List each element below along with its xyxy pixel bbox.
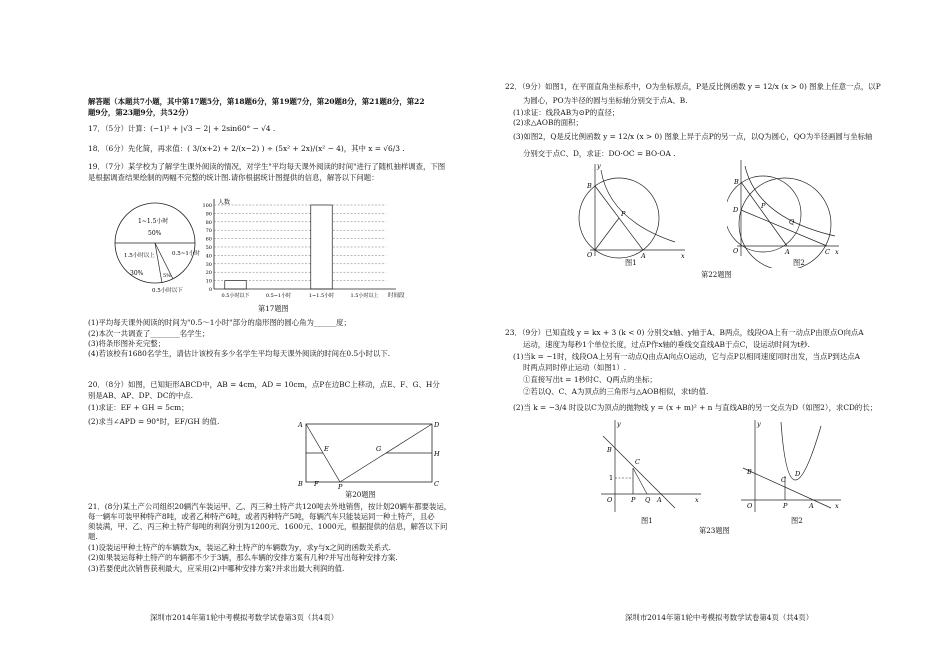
question-23-line2: 运动，速度为每秒1个单位长度，过点P作x轴的垂线交直线AB于点C，设运动时间为t秒. — [523, 340, 810, 349]
question-22-sub1: (1)求证：线段AB为⊙P的直径； — [513, 108, 620, 117]
question-19-sub2: (2)本次一共调查了________名学生； — [88, 329, 210, 338]
question-19-sub4: (4)若该校有1680名学生，请估计该校有多少名学生平均每天课外阅读的时间在0.5小时以下. — [88, 349, 391, 358]
label-b: B — [587, 182, 592, 190]
label-f: F — [314, 480, 319, 488]
pie-label-c: 1.5小时以上 — [124, 253, 155, 259]
figure-23-caption: 第23题图 — [699, 526, 730, 535]
label-c: C — [781, 476, 786, 484]
bar-y-ticks — [202, 203, 212, 293]
question-22-sub2: (2)求△AOB的面积； — [513, 118, 583, 127]
section-header: 解答题（本题共7小题，其中第17题5分，第18题6分，第19题7分，第20题8分，第21题8分，第22 — [88, 97, 425, 106]
question-23-sub1c: ①直接写出t = 1秒时C、Q两点的坐标； — [523, 375, 657, 384]
figure-23-2-caption: 图2 — [791, 516, 803, 525]
label-d: D — [434, 421, 440, 429]
bar-y-label: 人数 — [218, 199, 231, 206]
label-c: C — [635, 458, 640, 466]
label-q: Q — [789, 218, 795, 226]
bar-0 — [225, 281, 247, 289]
question-19-sub3: (3)将条形图补充完整； — [88, 339, 165, 348]
label-p: P — [338, 483, 343, 490]
figure-22-1 — [575, 160, 695, 268]
bar-2 — [311, 205, 333, 289]
question-22-line1: 22．（9分）如图1，在平面直角坐标系中，O为坐标原点，P是反比例函数 y = 12/x (x > 0) 图象上任意一点，以P — [505, 82, 881, 91]
right-footer: 深圳市2014年第1轮中考模拟考数学试卷第4页（共4页） — [625, 613, 814, 622]
label-p: P — [783, 502, 788, 510]
segment-dc — [741, 210, 827, 246]
y-tick-label: 90 — [205, 211, 212, 218]
question-21-sub2: (2)如果装运每种土特产的车辆都不少于3辆，那么车辆的安排方案有几种?并写出每种安排方案. — [88, 553, 398, 562]
label-x: x — [695, 496, 699, 504]
question-23-sub1b: 时两点同时停止运动（如图1）. — [523, 363, 627, 372]
question-21-line3: 须装满，甲、乙、丙三种土特产每吨的利润分别为1200元、1600元、1000元，根据提供的信息，解答以下问 — [88, 522, 448, 531]
figure-22-2-caption: 图2 — [793, 258, 805, 267]
question-20-sub2: (2)求当∠APD = 90°时，EF/GH 的值. — [88, 417, 220, 426]
question-22-line2: 为圆心，PO为半径的圆与坐标轴分别交于点A、B. — [523, 96, 688, 105]
label-c: C — [825, 248, 830, 256]
left-footer: 深圳市2014年第1轮中考模拟考数学试卷第3页（共4页） — [150, 613, 339, 622]
figure-23-2 — [737, 416, 847, 516]
bar-chart — [196, 195, 416, 305]
question-21-sub3: (3)若要使此次销售获利最大，应采用(2)中哪种安排方案?并求出最大利润的值. — [88, 564, 345, 573]
x-tick-label: 1.5小时以上 — [350, 293, 379, 299]
figure-20 — [296, 418, 441, 490]
label-q: Q — [645, 496, 651, 504]
figure-20-caption: 第20题图 — [345, 490, 376, 499]
x-tick-label: 0.5小时以下 — [221, 293, 250, 299]
y-tick-label: 10 — [205, 278, 212, 285]
label-x: x — [835, 502, 839, 510]
pie-divider-b — [155, 243, 162, 283]
y-tick-label: 30 — [205, 261, 212, 268]
right-page — [475, 0, 950, 672]
question-21-line2: 每一辆车可装甲种特产8吨，或者乙种特产6吨，或者丙种特产5吨，每辆汽车只能装运同一种土特产，且必 — [88, 512, 435, 521]
label-p: P — [621, 210, 626, 218]
label-a: A — [298, 421, 303, 429]
label-a: A — [641, 252, 646, 260]
y-tick-label: 50 — [205, 245, 212, 251]
bar-x-ticks — [222, 292, 379, 299]
question-23-sub2: (2)当 k = −3/4 时设以C为顶点的抛物线 y = (x + m)² + n 与直线AB的另一交点为D（如图2），求CD的长； — [513, 403, 878, 412]
question-21-line1: 21．(8分)某土产公司组织20辆汽车装运甲、乙、丙三种土特产共120吨去外地销售，按计划20辆车都要装运， — [88, 502, 452, 511]
label-e: E — [324, 445, 329, 453]
question-23-sub1: (1)当k = −1时，线段OA上另有一动点Q由点A向点O运动，它与点P以相同速度同时出发，当点P到达点A — [513, 352, 860, 361]
figure-22-caption: 第22题图 — [701, 270, 732, 279]
label-o: O — [587, 251, 593, 259]
question-19-sub1: (1)平均每天课外阅读的时间为"0.5～1小时"部分的扇形图的圆心角为______度； — [88, 318, 351, 327]
pie-chart — [100, 195, 210, 295]
hyperbola — [601, 170, 675, 242]
question-20-line1: 20．（8分）如图，已知矩形ABCD中，AB = 4cm，AD = 10cm，点P在边BC上移动，点E、F、G、H分 — [88, 380, 440, 389]
label-d: D — [795, 470, 801, 478]
bar-grid — [214, 205, 386, 281]
figure-23-1-caption: 图1 — [641, 516, 653, 525]
y-tick-label: 20 — [205, 270, 212, 277]
label-y: y — [597, 162, 601, 170]
y-tick-label: 0 — [208, 287, 212, 293]
pie-label-a: 1~1.5小时 — [138, 218, 169, 225]
label-o: O — [607, 496, 613, 504]
question-20-line2: 别是AB、AP、DP、DC的中点. — [88, 391, 194, 400]
label-c: C — [434, 480, 439, 488]
pie-label-b: 0.5~1小时 — [172, 251, 200, 257]
label-b: B — [607, 446, 612, 454]
y-tick-label: 100 — [202, 203, 212, 209]
figure-23-1 — [595, 416, 705, 516]
label-a: A — [657, 496, 662, 504]
label-x: x — [681, 252, 685, 260]
figure-22-2 — [727, 156, 847, 268]
figure-22-1-caption: 图1 — [625, 258, 637, 267]
y-tick-label: 70 — [205, 228, 212, 235]
pie-pct-d: 5% — [163, 273, 171, 279]
x-tick-label: 0.5~1小时 — [265, 293, 292, 299]
y-tick-label: 40 — [205, 253, 212, 260]
y-tick-label: 80 — [205, 219, 212, 226]
question-21-line4: 题. — [88, 532, 98, 541]
question-23-line1: 23．（9分）已知直线 y = kx + 3 (k < 0) 分别交x轴、y轴于A、B两点，线段OA上有一动点P由原点O向点A — [505, 328, 864, 337]
question-19-line1: 19．（7分）某学校为了解学生课外阅读的情况，对学生"平均每天课外阅读的时间"进行了随机抽样调查，下图 — [88, 162, 446, 171]
segment-cq — [633, 468, 647, 494]
figure-17-caption: 第17题图 — [258, 304, 289, 313]
question-18: 18．（6分）先化简，再求值：( 3/(x+2) + 2/(x−2) ) ÷ (5x² + 2x)/(x² − 4)，其中 x = √6/3 . — [88, 144, 405, 153]
label-y: y — [617, 420, 621, 428]
label-b: B — [734, 178, 739, 186]
segment-op — [595, 218, 619, 250]
pie-label-d: 0.5小时以下 — [152, 288, 183, 294]
label-b: B — [298, 480, 303, 488]
label-h: H — [434, 450, 440, 458]
y-tick-label: 60 — [205, 236, 212, 243]
label-d: D — [733, 206, 739, 214]
label-one: 1 — [609, 474, 614, 482]
question-19-line2: 是根据调查结果绘制的两幅不完整的统计图.请你根据统计图提供的信息，解答以下问题： — [88, 173, 379, 182]
label-g: G — [376, 445, 382, 453]
label-b: B — [747, 468, 752, 476]
label-p: P — [631, 496, 636, 504]
label-x: x — [835, 248, 839, 256]
label-y: y — [757, 420, 761, 428]
question-21-sub1: (1)设装运甲种土特产的车辆数为x，装运乙种土特产的车辆数为y，求y与x之间的函数关系式. — [88, 543, 391, 552]
label-p: P — [761, 202, 766, 210]
question-22-sub3: (3)如图2，Q是反比例函数 y = 12/x (x > 0) 图象上异于点P的另一点，以Q为圆心，QO为半径画圆与坐标轴 — [513, 132, 873, 141]
label-a: A — [785, 248, 790, 256]
line-ab — [603, 436, 675, 508]
question-17: 17．（5分）计算：(−1)² + |√3 − 2| + 2sin60° − √4 . — [88, 124, 276, 133]
label-a: A — [809, 502, 814, 510]
section-header-2: 题9分，第23题9分，共52分） — [88, 108, 193, 117]
x-tick-label: 1~1.5小时 — [308, 293, 335, 299]
parabola — [781, 422, 821, 480]
question-22-sub3b: 分别交于点C、D，求证：DO·OC = BO·OA . — [523, 149, 676, 158]
pie-pct-a: 50% — [148, 230, 162, 237]
bar-x-label: 时间段 — [388, 293, 405, 299]
label-o: O — [733, 247, 739, 255]
pie-pct-c: 30% — [130, 270, 144, 277]
label-o: O — [747, 502, 753, 510]
question-20-sub1: (1)求证：EF + GH = 5cm； — [88, 403, 189, 412]
question-23-sub1d: ②若以Q、C、A为顶点的三角形与△AOB相似，求t的值. — [523, 387, 709, 396]
